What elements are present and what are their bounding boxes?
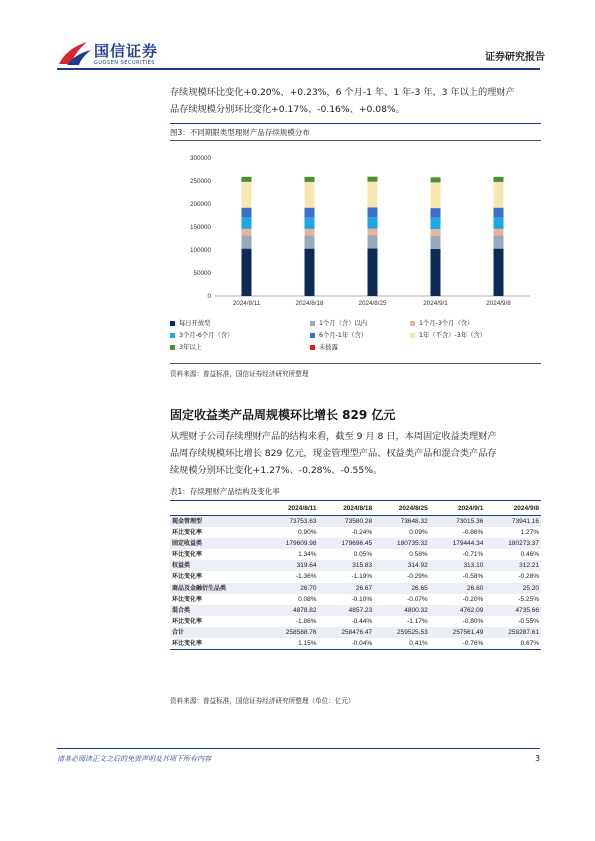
- legend-item: [170, 342, 202, 351]
- table-cell: 26.60: [430, 583, 486, 594]
- x-tick-label: 2024/8/18: [295, 300, 324, 307]
- table-cell: 257561.49: [430, 627, 486, 638]
- table-cell: 73648.32: [374, 516, 430, 528]
- legend-item: [410, 318, 473, 327]
- legend-label: 每日开放型: [179, 320, 211, 327]
- row-label: 合计: [170, 627, 263, 638]
- table-row: [170, 583, 541, 594]
- table-cell: -0.10%: [351, 595, 373, 603]
- table-cell: 0.67%: [485, 638, 541, 650]
- table-cell: 259287.61: [485, 627, 541, 638]
- bar-segment: [305, 229, 315, 235]
- table-cell: 26.65: [374, 583, 430, 594]
- legend-label: 3年以上: [179, 344, 202, 351]
- bar-segment: [431, 236, 441, 249]
- table-cell: 1.15%: [263, 638, 319, 650]
- y-tick-label: 150000: [189, 224, 211, 231]
- table-cell: 0.08%: [298, 595, 317, 603]
- table-cell: 0.05%: [353, 551, 373, 559]
- bar-segment: [305, 182, 315, 208]
- legend-label: 3个月-6个月（含）: [179, 332, 234, 339]
- table-row: [170, 616, 541, 627]
- table-cell: -0.71%: [462, 551, 484, 559]
- bar-segment: [242, 217, 252, 229]
- intro-line-1: 存续规模环比变化+0.20%、+0.23%，6 个月-1 年、1 年-3 年、3 年以上的理财产: [170, 87, 515, 98]
- legend-swatch: [310, 333, 315, 338]
- table-cell: 4762.09: [430, 605, 486, 616]
- y-tick-label: 0: [207, 293, 211, 300]
- table-cell: 313.10: [430, 560, 486, 571]
- bar-segment: [368, 177, 378, 182]
- row-label: 混合类: [170, 605, 263, 616]
- table-cell: 180273.37: [485, 538, 541, 549]
- bar-segment: [368, 207, 378, 217]
- x-tick-label: 2024/8/25: [358, 300, 387, 307]
- table-cell: 314.92: [374, 560, 430, 571]
- table-cell: 259525.53: [374, 627, 430, 638]
- figure-title: 图3：不同期限类型理财产品存续规模分布: [170, 128, 310, 137]
- table-cell: 0.58%: [409, 551, 428, 559]
- table-row: [170, 638, 541, 650]
- table-source: 资料来源：普益标准，国信证券经济研究所整理（单位：亿元）: [170, 697, 355, 705]
- table-cell: 0.46%: [520, 551, 539, 559]
- table-cell: -0.20%: [462, 595, 484, 603]
- bar-segment: [368, 229, 378, 235]
- bar-segment: [305, 177, 315, 182]
- table-header-cell: 2024/8/11: [263, 501, 319, 516]
- term-distribution-chart: [170, 148, 541, 314]
- row-label: 环比变化率: [172, 617, 203, 625]
- page-number: 3: [535, 754, 540, 763]
- legend-item: [310, 342, 338, 351]
- table-title: 表1：存续理财产品结构及变化率: [170, 487, 280, 496]
- logo-subtext: GUOSEN SECURITIES: [94, 60, 155, 66]
- table-cell: -0.58%: [462, 573, 484, 581]
- table-cell: 73753.63: [263, 516, 319, 528]
- table-cell: 25.20: [485, 583, 541, 594]
- row-label: 商品及金融衍生品类: [170, 583, 263, 594]
- bar-segment: [431, 218, 441, 229]
- table-cell: -0.29%: [407, 573, 428, 581]
- table-cell: 1.34%: [298, 551, 317, 559]
- table-cell: 179696.45: [319, 538, 375, 549]
- table-header-row: [170, 501, 541, 516]
- bar-segment: [305, 235, 315, 248]
- section-title: 固定收益类产品周规模环比增长 829 亿元: [170, 408, 396, 422]
- bar-segment: [368, 248, 378, 296]
- bar-segment: [494, 249, 504, 296]
- legend-item: [170, 330, 233, 339]
- table-cell: 26.67: [319, 583, 375, 594]
- row-label: 环比变化率: [172, 595, 203, 603]
- section-line-3: 续规模分别环比变化+1.27%、-0.28%、-0.55%。: [170, 465, 383, 476]
- table-cell: 180735.32: [374, 538, 430, 549]
- legend-item: [170, 318, 210, 327]
- legend-swatch: [310, 321, 315, 326]
- product-structure-table: [170, 500, 541, 650]
- y-tick-label: 50000: [193, 270, 211, 277]
- report-type: 证券研究报告: [485, 52, 545, 63]
- x-tick-label: 2024/9/1: [423, 300, 448, 307]
- table-header-cell: 2024/8/18: [319, 501, 375, 516]
- table-cell: -0.04%: [319, 638, 375, 650]
- bar-segment: [242, 235, 252, 248]
- row-label: 环比变化率: [170, 638, 263, 650]
- legend-label: 1年（不含）-3年（含）: [419, 332, 486, 339]
- table-cell: -0.44%: [351, 617, 373, 625]
- figure-bottom-rule: [170, 363, 541, 364]
- bar-segment: [305, 217, 315, 229]
- table-cell: -0.28%: [518, 573, 539, 581]
- legend-label: 6个月-1年（含）: [319, 332, 368, 339]
- bar-segment: [305, 208, 315, 218]
- table-row: [170, 527, 541, 538]
- bar-segment: [494, 229, 504, 235]
- table-cell: -0.24%: [351, 529, 373, 537]
- y-tick-label: 100000: [189, 247, 211, 254]
- table-header-cell: 2024/9/8: [485, 501, 541, 516]
- table-cell: 179609.98: [263, 538, 319, 549]
- table-cell: 4800.32: [374, 605, 430, 616]
- bar-segment: [431, 182, 441, 208]
- row-label: 权益类: [170, 560, 263, 571]
- table-row: [170, 594, 541, 605]
- bar-segment: [431, 229, 441, 235]
- legend-swatch: [410, 321, 415, 326]
- table-row: [170, 627, 541, 638]
- bar-segment: [494, 208, 504, 218]
- table-row: [170, 560, 541, 571]
- table-cell: 73580.28: [319, 516, 375, 528]
- figure-top-rule: [170, 123, 541, 124]
- guosen-logo-icon: [57, 38, 93, 68]
- row-label: 环比变化率: [172, 529, 203, 537]
- table-row: [170, 605, 541, 616]
- chart-legend: [170, 318, 541, 358]
- legend-item: [310, 330, 367, 339]
- table-header-cell: 2024/9/1: [430, 501, 486, 516]
- row-label: 固定收益类: [170, 538, 263, 549]
- figure-title-rule: [170, 140, 541, 141]
- intro-paragraph: [170, 84, 545, 118]
- table-cell: 0.09%: [409, 529, 428, 537]
- table-cell: 26.70: [263, 583, 319, 594]
- table-row: [170, 571, 541, 582]
- table-cell: 0.90%: [298, 529, 317, 537]
- legend-swatch: [410, 333, 415, 338]
- table-cell: 179444.34: [430, 538, 486, 549]
- table-cell: -1.36%: [295, 573, 317, 581]
- y-tick-label: 300000: [189, 155, 211, 162]
- section-line-1: 从理财子公司存续理财产品的结构来看，截至 9 月 8 日，本周固定收益类理财产: [170, 431, 497, 442]
- legend-item: [310, 318, 367, 327]
- x-tick-label: 2024/8/11: [232, 300, 261, 307]
- footer-disclaimer: 请务必阅读正文之后的免责声明及其项下所有内容: [57, 755, 211, 763]
- logo-text: 国信证券: [94, 42, 159, 60]
- legend-swatch: [170, 333, 175, 338]
- bar-segment: [494, 235, 504, 248]
- row-label: 现金管理型: [170, 516, 263, 528]
- table-cell: -0.55%: [518, 617, 539, 625]
- bar-segment: [431, 208, 441, 218]
- footer-divider: [57, 748, 540, 749]
- legend-swatch: [170, 321, 175, 326]
- table-cell: 258588.76: [263, 627, 319, 638]
- table-cell: 319.64: [263, 560, 319, 571]
- bar-segment: [494, 217, 504, 229]
- table-row: [170, 538, 541, 549]
- legend-label: 1个月-3个月（含）: [419, 320, 474, 327]
- table-cell: 4735.66: [485, 605, 541, 616]
- table-header-cell: [170, 501, 263, 516]
- bar-segment: [242, 229, 252, 235]
- table-row: [170, 549, 541, 560]
- table-cell: 312.21: [485, 560, 541, 571]
- table-cell: -1.86%: [295, 617, 317, 625]
- intro-line-2: 品存续规模分别环比变化+0.17%、-0.16%、+0.08%。: [170, 104, 405, 115]
- table-cell: -0.76%: [430, 638, 486, 650]
- bar-segment: [494, 182, 504, 208]
- bar-segment: [242, 249, 252, 296]
- y-tick-label: 200000: [189, 201, 211, 208]
- section-line-2: 品周存续规模环比增长 829 亿元，现金管理型产品、权益类产品和混合类产品存: [170, 448, 497, 459]
- bar-segment: [431, 177, 441, 182]
- table-cell: 4857.23: [319, 605, 375, 616]
- bar-segment: [305, 249, 315, 296]
- table-cell: 73015.36: [430, 516, 486, 528]
- bar-segment: [368, 235, 378, 248]
- row-label: 环比变化率: [172, 573, 203, 581]
- row-label: 环比变化率: [172, 551, 203, 559]
- bar-segment: [368, 182, 378, 208]
- header-divider: [57, 68, 540, 70]
- table-cell: -1.17%: [407, 617, 428, 625]
- legend-label: 1个月（含）以内: [319, 320, 368, 327]
- bar-segment: [431, 249, 441, 296]
- table-cell: 4878.82: [263, 605, 319, 616]
- table-cell: -0.80%: [462, 617, 484, 625]
- bar-segment: [494, 177, 504, 182]
- table-cell: 73941.16: [485, 516, 541, 528]
- table-cell: 258476.47: [319, 627, 375, 638]
- table-header-cell: 2024/8/25: [374, 501, 430, 516]
- table-cell: 1.27%: [520, 529, 539, 537]
- bar-segment: [242, 177, 252, 182]
- table-cell: 0.41%: [374, 638, 430, 650]
- section-paragraph: [170, 428, 545, 479]
- table-cell: 315.83: [319, 560, 375, 571]
- bar-segment: [368, 217, 378, 229]
- y-tick-label: 250000: [189, 178, 211, 185]
- bar-segment: [242, 182, 252, 208]
- figure-source: 资料来源：普益标准，国信证券经济研究所整理: [170, 370, 309, 378]
- table-cell: -0.86%: [462, 529, 484, 537]
- table-cell: -1.19%: [351, 573, 373, 581]
- legend-swatch: [170, 345, 175, 350]
- table-cell: -0.07%: [407, 595, 428, 603]
- x-tick-label: 2024/9/8: [486, 300, 511, 307]
- table-row: [170, 516, 541, 528]
- bar-segment: [242, 208, 252, 218]
- legend-label: 未披露: [319, 344, 338, 351]
- legend-item: [410, 330, 486, 339]
- legend-swatch: [310, 345, 315, 350]
- table-cell: -5.25%: [518, 595, 539, 603]
